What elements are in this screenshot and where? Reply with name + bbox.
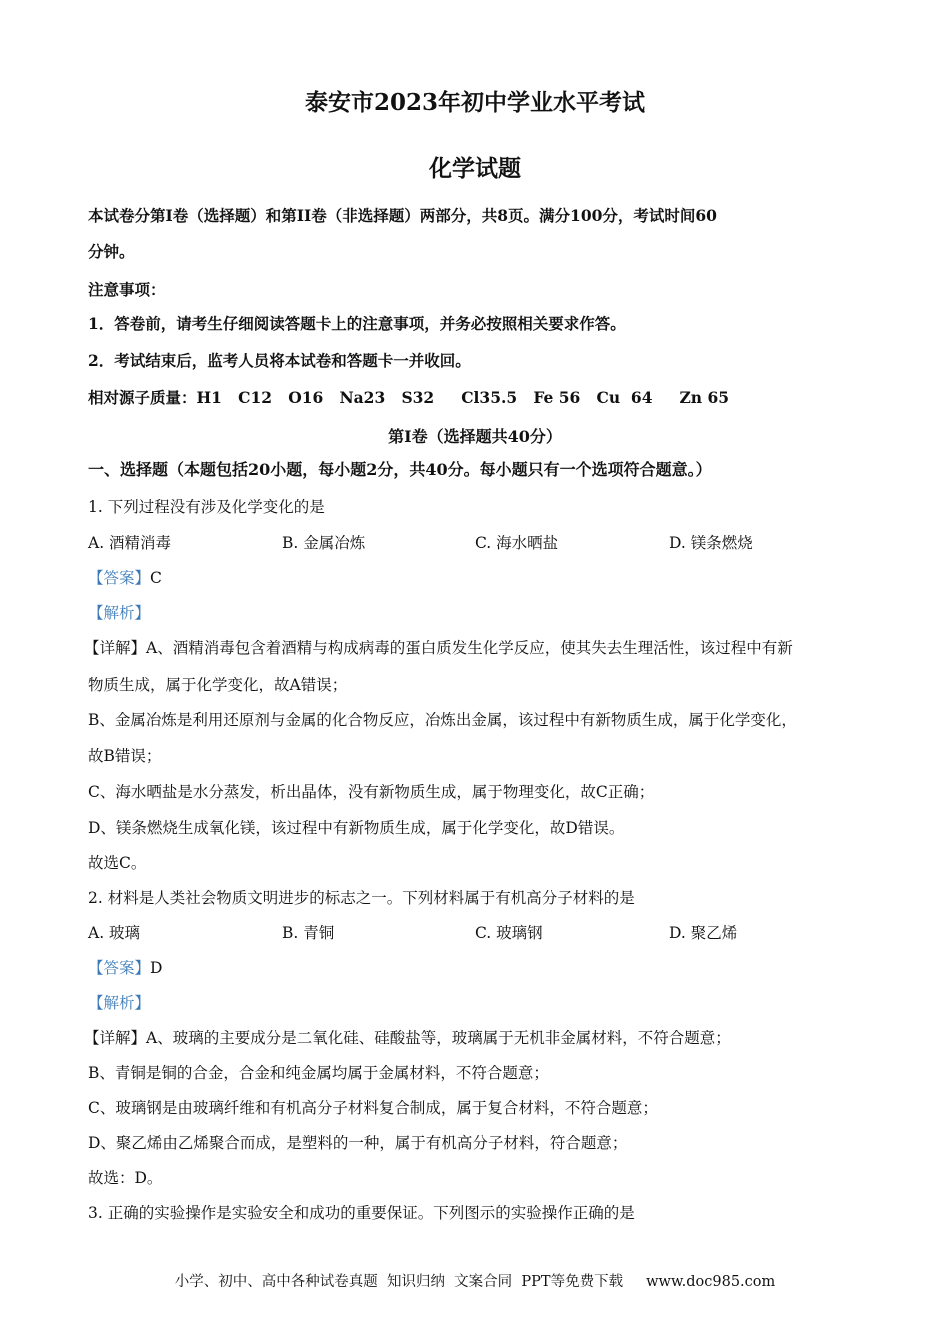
q1-detail-b-2: 故B错误；: [88, 747, 162, 765]
q1-detail-tag: 【详解】: [84, 639, 147, 657]
q1-option-d: D. 镁条燃烧: [669, 534, 753, 552]
note-1: 1．答卷前，请考生仔细阅读答题卡上的注意事项，并务必按照相关要求作答。: [88, 314, 626, 333]
q2-detail-tag: 【详解】: [84, 1029, 147, 1047]
q1-detail-a-text: A、酒精消毒包含着酒精与构成病毒的蛋白质发生化学反应，使其失去生理活性，该过程中有新: [146, 639, 793, 657]
q1-detail-a-1: [84, 637, 793, 659]
q1-stem: 1. 下列过程没有涉及化学变化的是: [88, 498, 325, 516]
notes-heading: 注意事项：: [88, 280, 166, 299]
q2-option-c: C. 玻璃钢: [475, 924, 543, 942]
part-title: 一、选择题（本题包括20小题，每小题2分，共40分。每小题只有一个选项符合题意。）: [88, 460, 712, 479]
q1-option-b: B. 金属冶炼: [282, 534, 366, 552]
q2-option-d: D. 聚乙烯: [669, 924, 738, 942]
intro-line-1: 本试卷分第I卷（选择题）和第II卷（非选择题）两部分，共8页。满分100分，考试时间60: [88, 206, 717, 225]
q1-conclusion: 故选C。: [88, 854, 147, 872]
q1-option-c: C. 海水晒盐: [475, 534, 559, 552]
page-footer: 小学、初中、高中各种试卷真题 知识归纳 文案合同 PPT等免费下载 www.doc985.com: [174, 1274, 776, 1290]
q3-stem: 3. 正确的实验操作是实验安全和成功的重要保证。下列图示的实验操作正确的是: [88, 1204, 635, 1222]
q1-detail-d: D、镁条燃烧生成氧化镁，该过程中有新物质生成，属于化学变化，故D错误。: [88, 819, 625, 837]
q1-answer-tag: 【答案】: [88, 569, 151, 587]
note-2: 2．考试结束后，监考人员将本试卷和答题卡一并收回。: [88, 351, 471, 370]
q1-detail-b-1: B、金属冶炼是利用还原剂与金属的化合物反应，冶炼出金属，该过程中有新物质生成，属于化学变化，: [88, 711, 797, 729]
q2-detail-c: C、玻璃钢是由玻璃纤维和有机高分子材料复合制成，属于复合材料，不符合题意；: [88, 1099, 658, 1117]
intro-line-2: 分钟。: [88, 242, 135, 261]
q1-analysis-tag: 【解析】: [88, 604, 151, 622]
atomic-masses: 相对源子质量：H1 C12 O16 Na23 S32 Cl35.5 Fe 56 Cu 64 Zn 65: [88, 388, 730, 407]
q2-detail-a: [84, 1027, 731, 1049]
q1-detail-a-2: 物质生成，属于化学变化，故A错误；: [88, 676, 348, 694]
q1-answer: [88, 567, 162, 589]
q2-detail-b: B、青铜是铜的合金，合金和纯金属均属于金属材料，不符合题意；: [88, 1064, 549, 1082]
q1-detail-c: C、海水晒盐是水分蒸发，析出晶体，没有新物质生成，属于物理变化，故C正确；: [88, 783, 655, 801]
q2-detail-a-text: A、玻璃的主要成分是二氧化硅、硅酸盐等，玻璃属于无机非金属材料，不符合题意；: [146, 1029, 731, 1047]
exam-subtitle: 化学试题: [429, 155, 521, 182]
q2-analysis-tag: 【解析】: [88, 994, 151, 1012]
q2-answer: [88, 957, 162, 979]
q2-answer-value: D: [150, 959, 163, 977]
q1-option-a: A. 酒精消毒: [88, 534, 172, 552]
q2-option-a: A. 玻璃: [88, 924, 141, 942]
q2-conclusion: 故选：D。: [88, 1169, 163, 1187]
q2-stem: 2. 材料是人类社会物质文明进步的标志之一。下列材料属于有机高分子材料的是: [88, 889, 635, 907]
q1-answer-value: C: [150, 569, 162, 587]
q2-answer-tag: 【答案】: [88, 959, 151, 977]
exam-title: 泰安市2023年初中学业水平考试: [304, 89, 645, 116]
q2-detail-d: D、聚乙烯由乙烯聚合而成，是塑料的一种，属于有机高分子材料，符合题意；: [88, 1134, 628, 1152]
volume-title: 第I卷（选择题共40分）: [388, 427, 562, 446]
q2-option-b: B. 青铜: [282, 924, 335, 942]
